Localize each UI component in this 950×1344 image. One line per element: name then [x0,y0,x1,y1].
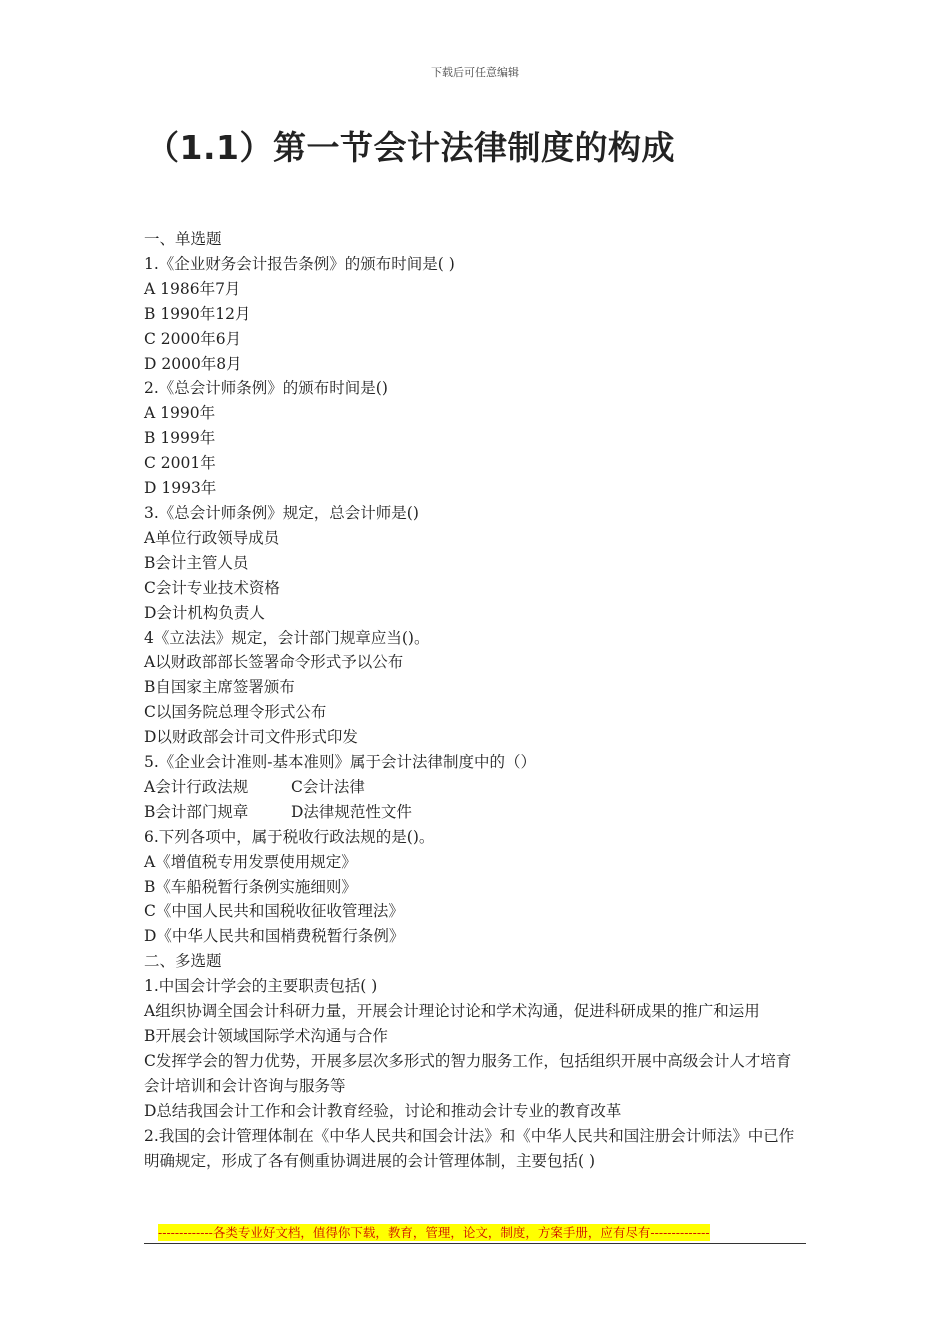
question-5-option-a: A会计行政法规 [144,777,249,796]
question-2-option-b: B 1999年 [144,429,216,448]
question-4-option-a: A以财政部部长签署命令形式予以公布 [144,653,404,672]
question-3-option-a: A单位行政领导成员 [144,528,280,547]
question-6-stem: 6.下列各项中，属于税收行政法规的是()。 [144,827,435,846]
question-3-option-d: D会计机构负责人 [144,603,265,622]
multi-question-2-stem: 2.我国的会计管理体制在《中华人民共和国会计法》和《中华人民共和国注册会计师法》中已作明确规定，形成了各有侧重协调进展的会计管理体制，主要包括( ) [144,1126,795,1170]
footer-divider [144,1243,806,1244]
question-2-option-d: D 1993年 [144,479,217,498]
question-6-option-b: B《车船税暂行条例实施细则》 [144,877,357,896]
multi-question-1-option-b: B开展会计领域国际学术沟通与合作 [144,1027,388,1045]
document-body [144,227,804,1173]
question-3-stem: 3.《总会计师条例》规定，总会计师是() [144,503,419,522]
question-5-stem: 5.《企业会计准则-基本准则》属于会计法律制度中的（） [144,753,537,772]
multi-question-1-stem: 1.中国会计学会的主要职责包括( ) [144,977,378,996]
question-2-stem: 2.《总会计师条例》的颁布时间是() [144,379,388,398]
question-2-option-c: C 2001年 [144,454,216,473]
question-5-option-b: B会计部门规章 [144,802,249,821]
question-4-option-b: B自国家主席签署颁布 [144,678,295,697]
question-5-option-d: D法律规范性文件 [291,802,412,821]
question-4-option-c: C以国务院总理令形式公布 [144,703,327,722]
question-4-option-d: D以财政部会计司文件形式印发 [144,728,358,747]
question-3-option-c: C会计专业技术资格 [144,578,280,597]
question-3-option-b: B会计主管人员 [144,553,249,572]
question-2-option-a: A 1990年 [144,404,216,423]
document-title: （1.1）第一节会计法律制度的构成 [146,128,675,167]
section-heading-multiple-choice: 二、多选题 [144,952,222,971]
question-4-stem: 4《立法法》规定，会计部门规章应当()。 [144,628,430,647]
question-1-option-a: A 1986年7月 [144,279,241,298]
question-6-option-a: A《增值税专用发票使用规定》 [144,852,357,871]
question-1-stem: 1.《企业财务会计报告条例》的颁布时间是( ) [144,254,455,273]
question-1-option-d: D 2000年8月 [144,354,242,373]
question-5-option-c: C会计法律 [291,777,365,796]
section-heading-single-choice: 一、单选题 [144,230,222,248]
question-6-option-c: C《中国人民共和国税收征收管理法》 [144,902,404,921]
page-header-note: 下载后可任意编辑 [431,66,519,79]
question-1-option-c: C 2000年6月 [144,329,242,348]
multi-question-1-option-a: A组织协调全国会计科研力量，开展会计理论讨论和学术沟通，促进科研成果的推广和运用 [144,1002,760,1021]
question-6-option-d: D《中华人民共和国梢费税暂行条例》 [144,927,405,946]
question-5-options-row-2 [144,800,804,825]
question-1-option-b: B 1990年12月 [144,304,251,323]
multi-question-1-option-d: D总结我国会计工作和会计教育经验，讨论和推动会计专业的教育改革 [144,1101,622,1120]
question-5-options-row-1 [144,775,804,800]
footer-banner: -------------各类专业好文档，值得你下载，教育，管理，论文，制度，方案手册，应有尽有-------------- [158,1225,710,1240]
multi-question-1-option-c: C发挥学会的智力优势，开展多层次多形式的智力服务工作，包括组织开展中高级会计人才培育会计培训和会计咨询与服务等 [144,1051,792,1095]
